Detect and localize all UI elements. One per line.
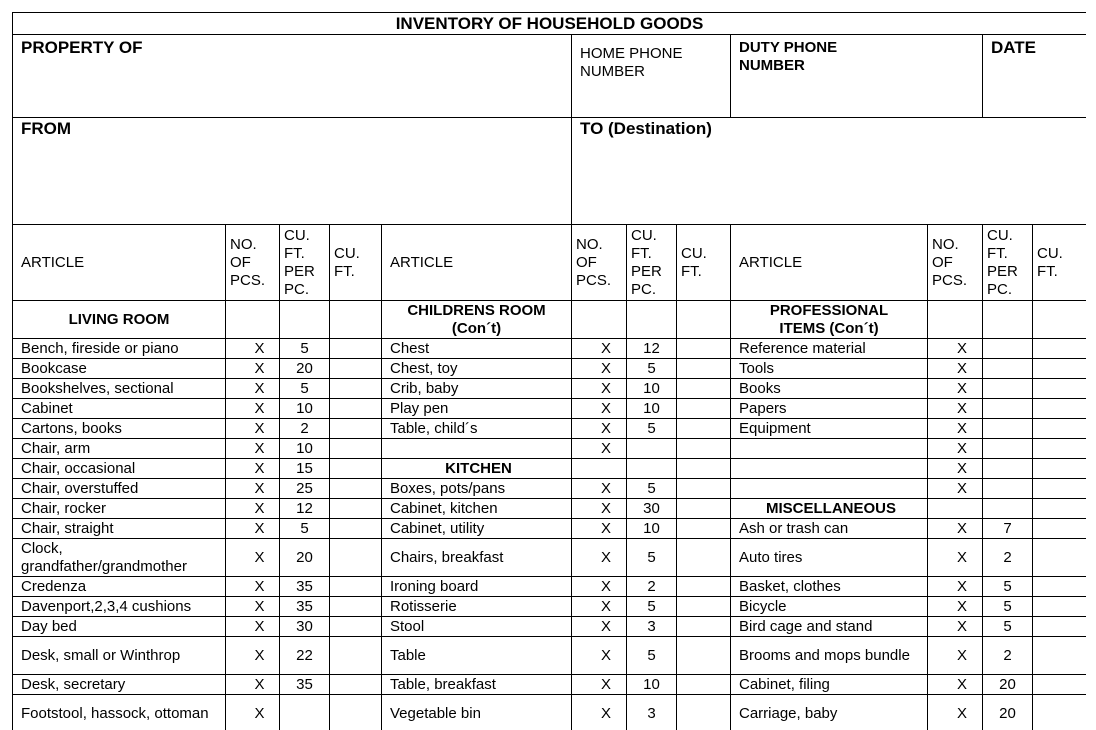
home-phone-label-2: NUMBER <box>580 63 646 80</box>
cu-ft-per-pc-cell: 35 <box>280 577 330 597</box>
table-row <box>13 479 1087 499</box>
cu-ft-cell[interactable] <box>1033 539 1087 577</box>
column-header-cu-ft-line: CU. <box>681 244 707 262</box>
cu-ft-cell[interactable] <box>677 637 731 675</box>
cu-ft-cell[interactable] <box>1033 499 1087 519</box>
cu-ft-per-pc-cell: 5 <box>627 359 677 379</box>
cu-ft-per-pc-cell: 22 <box>280 637 330 675</box>
column-header-cu-ft <box>330 225 382 301</box>
article-cell: Davenport,2,3,4 cushions <box>13 597 226 617</box>
article-cell: Rotisserie <box>382 597 572 617</box>
date-field[interactable]: DATE <box>983 35 1087 118</box>
column-header-cu-ft-per-pc-line: FT. <box>284 244 305 262</box>
cu-ft-cell[interactable] <box>330 577 382 597</box>
cu-ft-cell[interactable] <box>330 617 382 637</box>
column-header-no-of-pcs <box>928 225 983 301</box>
column-header-cu-ft-line: FT. <box>1037 262 1058 280</box>
column-header-no-of-pcs-line: OF <box>576 253 597 271</box>
article-cell: Chair, rocker <box>13 499 226 519</box>
column-header-no-of-pcs-line: PCS. <box>932 271 968 289</box>
article-cell: Crib, baby <box>382 379 572 399</box>
cu-ft-cell[interactable] <box>1033 675 1087 695</box>
column-header-cu-ft-per-pc-line: FT. <box>987 244 1008 262</box>
article-cell: Chair, overstuffed <box>13 479 226 499</box>
no-of-pcs-cell[interactable]: X <box>226 695 280 730</box>
cu-ft-per-pc-cell: 5 <box>983 617 1033 637</box>
column-header-cu-ft-per-pc-line: PC. <box>631 280 657 298</box>
cu-ft-cell[interactable] <box>1033 617 1087 637</box>
table-row <box>13 675 1087 695</box>
no-of-pcs-cell[interactable]: X <box>928 597 983 617</box>
column-header-cu-ft-per-pc-line: PC. <box>284 280 310 298</box>
article-cell: Brooms and mops bundle <box>731 637 928 675</box>
no-of-pcs-cell[interactable]: X <box>928 577 983 597</box>
article-cell: Stool <box>382 617 572 637</box>
column-header-cu-ft-per-pc-line: PER <box>631 262 662 280</box>
article-cell: Bird cage and stand <box>731 617 928 637</box>
cu-ft-cell[interactable] <box>677 519 731 539</box>
article-cell <box>731 459 928 479</box>
duty-phone-field[interactable] <box>731 35 983 118</box>
duty-phone-label-2: NUMBER <box>739 57 805 74</box>
article-cell: Auto tires <box>731 539 928 577</box>
cu-ft-cell[interactable] <box>677 597 731 617</box>
cu-ft-cell[interactable] <box>1033 399 1087 419</box>
table-row <box>13 695 1087 730</box>
cu-ft-per-pc-cell: 2 <box>983 637 1033 675</box>
cu-ft-per-pc-cell: 10 <box>280 439 330 459</box>
table-row <box>13 379 1087 399</box>
column-header-cu-ft-line: CU. <box>1037 244 1063 262</box>
empty-cell <box>928 301 983 339</box>
cu-ft-cell[interactable] <box>1033 419 1087 439</box>
no-of-pcs-cell[interactable]: X <box>572 519 627 539</box>
from-field[interactable]: FROM <box>13 118 572 225</box>
property-of-field[interactable]: PROPERTY OF <box>13 35 572 118</box>
no-of-pcs-cell[interactable]: X <box>928 617 983 637</box>
column-header-cu-ft-per-pc <box>280 225 330 301</box>
no-of-pcs-cell[interactable]: X <box>928 637 983 675</box>
article-cell: Table, child´s <box>382 419 572 439</box>
cu-ft-cell[interactable] <box>677 459 731 479</box>
article-cell: Desk, secretary <box>13 675 226 695</box>
article-cell <box>731 439 928 459</box>
table-row <box>13 439 1087 459</box>
cu-ft-cell[interactable] <box>677 539 731 577</box>
cu-ft-per-pc-cell: 10 <box>627 379 677 399</box>
cu-ft-per-pc-cell: 20 <box>280 539 330 577</box>
cu-ft-cell[interactable] <box>677 419 731 439</box>
no-of-pcs-cell[interactable]: X <box>572 539 627 577</box>
article-cell: Boxes, pots/pans <box>382 479 572 499</box>
table-row <box>13 359 1087 379</box>
cu-ft-per-pc-cell: 35 <box>280 675 330 695</box>
column-header-cu-ft-per-pc-line: CU. <box>284 226 310 244</box>
cu-ft-per-pc-cell: 5 <box>627 637 677 675</box>
cu-ft-per-pc-cell <box>627 459 677 479</box>
no-of-pcs-cell[interactable]: X <box>928 419 983 439</box>
article-cell: Ironing board <box>382 577 572 597</box>
cu-ft-cell[interactable] <box>1033 479 1087 499</box>
column-header-cu-ft <box>1033 225 1087 301</box>
article-cell: Bench, fireside or piano <box>13 339 226 359</box>
no-of-pcs-cell[interactable]: X <box>226 597 280 617</box>
empty-cell <box>330 301 382 339</box>
article-cell: Books <box>731 379 928 399</box>
article-cell: Chair, straight <box>13 519 226 539</box>
no-of-pcs-cell[interactable]: X <box>572 695 627 730</box>
cu-ft-per-pc-cell: 5 <box>280 339 330 359</box>
column-header-no-of-pcs-line: NO. <box>932 235 959 253</box>
cu-ft-cell[interactable] <box>677 399 731 419</box>
cu-ft-per-pc-cell: 5 <box>627 539 677 577</box>
empty-cell <box>677 301 731 339</box>
cu-ft-per-pc-cell: 5 <box>627 479 677 499</box>
to-destination-field[interactable]: TO (Destination) <box>572 118 1087 225</box>
no-of-pcs-cell[interactable]: X <box>226 519 280 539</box>
column-header-no-of-pcs-line: PCS. <box>230 271 266 289</box>
home-phone-label: HOME PHONE <box>580 45 683 62</box>
cu-ft-per-pc-cell: 12 <box>627 339 677 359</box>
no-of-pcs-cell[interactable]: X <box>572 379 627 399</box>
no-of-pcs-cell[interactable]: X <box>226 459 280 479</box>
column-header-cu-ft-line: FT. <box>681 262 702 280</box>
cu-ft-cell[interactable] <box>1033 339 1087 359</box>
no-of-pcs-cell[interactable]: X <box>928 479 983 499</box>
cu-ft-per-pc-cell <box>983 479 1033 499</box>
cu-ft-per-pc-cell: 10 <box>627 519 677 539</box>
cu-ft-per-pc-cell <box>983 439 1033 459</box>
cu-ft-cell[interactable] <box>330 519 382 539</box>
cu-ft-per-pc-cell: 5 <box>627 597 677 617</box>
empty-cell <box>572 301 627 339</box>
no-of-pcs-cell[interactable]: X <box>226 479 280 499</box>
no-of-pcs-cell[interactable]: X <box>226 419 280 439</box>
no-of-pcs-cell[interactable]: X <box>226 379 280 399</box>
cu-ft-per-pc-cell: 20 <box>983 675 1033 695</box>
column-header-cu-ft-per-pc-line: FT. <box>631 244 652 262</box>
table-row <box>13 459 1087 479</box>
no-of-pcs-cell[interactable]: X <box>226 637 280 675</box>
section-professional-items <box>731 301 928 339</box>
cu-ft-per-pc-cell: 30 <box>280 617 330 637</box>
column-header-no-of-pcs-line: NO. <box>576 235 603 253</box>
no-of-pcs-cell[interactable]: X <box>226 539 280 577</box>
section-childrens-room-cont: (Con´t) <box>451 319 502 337</box>
column-header-cu-ft-per-pc-line: PER <box>284 262 315 280</box>
column-header-cu-ft-per-pc-line: PER <box>987 262 1018 280</box>
section-heading: KITCHEN <box>382 459 572 479</box>
no-of-pcs-cell[interactable]: X <box>928 379 983 399</box>
form-title: INVENTORY OF HOUSEHOLD GOODS <box>13 13 1087 35</box>
no-of-pcs-cell[interactable]: X <box>226 339 280 359</box>
cu-ft-cell[interactable] <box>677 439 731 459</box>
cu-ft-cell[interactable] <box>1033 439 1087 459</box>
no-of-pcs-cell[interactable]: X <box>226 359 280 379</box>
article-cell: Clock, grandfather/grandmother <box>13 539 226 577</box>
cu-ft-per-pc-cell <box>983 499 1033 519</box>
section-heading: MISCELLANEOUS <box>731 499 928 519</box>
article-cell: Chair, occasional <box>13 459 226 479</box>
cu-ft-cell[interactable] <box>677 617 731 637</box>
no-of-pcs-cell[interactable]: X <box>572 359 627 379</box>
article-cell: Cabinet, kitchen <box>382 499 572 519</box>
cu-ft-per-pc-cell: 7 <box>983 519 1033 539</box>
cu-ft-cell[interactable] <box>1033 577 1087 597</box>
no-of-pcs-cell[interactable]: X <box>226 577 280 597</box>
article-cell: Cabinet, filing <box>731 675 928 695</box>
inventory-table <box>12 12 1086 730</box>
article-cell: Chair, arm <box>13 439 226 459</box>
cu-ft-per-pc-cell: 35 <box>280 597 330 617</box>
no-of-pcs-cell[interactable]: X <box>226 499 280 519</box>
table-row <box>13 339 1087 359</box>
cu-ft-cell[interactable] <box>330 439 382 459</box>
article-cell: Chest, toy <box>382 359 572 379</box>
article-cell: Footstool, hassock, ottoman <box>13 695 226 730</box>
article-cell: Credenza <box>13 577 226 597</box>
cu-ft-per-pc-cell: 25 <box>280 479 330 499</box>
no-of-pcs-cell[interactable]: X <box>928 675 983 695</box>
cu-ft-per-pc-cell: 2 <box>280 419 330 439</box>
cu-ft-cell[interactable] <box>1033 519 1087 539</box>
article-cell: Chairs, breakfast <box>382 539 572 577</box>
column-header-cu-ft-per-pc-line: CU. <box>987 226 1013 244</box>
article-cell: Day bed <box>13 617 226 637</box>
no-of-pcs-cell[interactable]: X <box>572 577 627 597</box>
cu-ft-per-pc-cell: 10 <box>280 399 330 419</box>
empty-cell <box>983 301 1033 339</box>
column-header-no-of-pcs-line: NO. <box>230 235 257 253</box>
cu-ft-per-pc-cell: 12 <box>280 499 330 519</box>
no-of-pcs-cell[interactable]: X <box>928 439 983 459</box>
no-of-pcs-cell[interactable]: X <box>928 359 983 379</box>
cu-ft-per-pc-cell: 2 <box>983 539 1033 577</box>
no-of-pcs-cell[interactable]: X <box>572 617 627 637</box>
cu-ft-per-pc-cell <box>983 459 1033 479</box>
cu-ft-cell[interactable] <box>330 695 382 730</box>
cu-ft-cell[interactable] <box>677 479 731 499</box>
article-cell: Vegetable bin <box>382 695 572 730</box>
article-cell: Bicycle <box>731 597 928 617</box>
table-row <box>13 399 1087 419</box>
cu-ft-cell[interactable] <box>677 339 731 359</box>
article-cell: Play pen <box>382 399 572 419</box>
column-header-no-of-pcs-line: OF <box>230 253 251 271</box>
no-of-pcs-cell[interactable] <box>572 459 627 479</box>
cu-ft-cell[interactable] <box>330 399 382 419</box>
article-cell: Equipment <box>731 419 928 439</box>
no-of-pcs-cell[interactable]: X <box>928 539 983 577</box>
no-of-pcs-cell[interactable]: X <box>572 637 627 675</box>
article-cell: Table, breakfast <box>382 675 572 695</box>
article-cell <box>382 439 572 459</box>
cu-ft-per-pc-cell <box>280 695 330 730</box>
article-cell: Cartons, books <box>13 419 226 439</box>
empty-cell <box>627 301 677 339</box>
no-of-pcs-cell[interactable]: X <box>226 617 280 637</box>
cu-ft-per-pc-cell: 30 <box>627 499 677 519</box>
cu-ft-cell[interactable] <box>677 379 731 399</box>
duty-phone-label: DUTY PHONE <box>739 39 838 56</box>
cu-ft-per-pc-cell: 2 <box>627 577 677 597</box>
cu-ft-cell[interactable] <box>330 539 382 577</box>
empty-cell <box>1033 301 1087 339</box>
cu-ft-cell[interactable] <box>1033 597 1087 617</box>
cu-ft-cell[interactable] <box>677 499 731 519</box>
cu-ft-per-pc-cell: 5 <box>280 519 330 539</box>
table-row <box>13 597 1087 617</box>
cu-ft-per-pc-cell: 5 <box>983 597 1033 617</box>
article-cell: Bookshelves, sectional <box>13 379 226 399</box>
cu-ft-cell[interactable] <box>330 419 382 439</box>
article-cell: Chest <box>382 339 572 359</box>
no-of-pcs-cell[interactable]: X <box>928 695 983 730</box>
home-phone-field[interactable] <box>572 35 731 118</box>
cu-ft-per-pc-cell: 5 <box>627 419 677 439</box>
article-cell: Papers <box>731 399 928 419</box>
no-of-pcs-cell[interactable]: X <box>928 459 983 479</box>
inventory-form <box>12 12 1086 730</box>
cu-ft-cell[interactable] <box>330 479 382 499</box>
column-header-cu-ft-per-pc-line: CU. <box>631 226 657 244</box>
cu-ft-per-pc-cell <box>983 359 1033 379</box>
cu-ft-cell[interactable] <box>677 359 731 379</box>
no-of-pcs-cell[interactable]: X <box>572 419 627 439</box>
cu-ft-cell[interactable] <box>330 637 382 675</box>
cu-ft-per-pc-cell <box>983 419 1033 439</box>
no-of-pcs-cell[interactable]: X <box>226 439 280 459</box>
no-of-pcs-cell[interactable]: X <box>572 499 627 519</box>
no-of-pcs-cell[interactable]: X <box>572 675 627 695</box>
cu-ft-per-pc-cell: 10 <box>627 675 677 695</box>
table-row <box>13 617 1087 637</box>
no-of-pcs-cell[interactable] <box>928 499 983 519</box>
article-cell: Table <box>382 637 572 675</box>
column-header-cu-ft-line: FT. <box>334 262 355 280</box>
section-childrens-room-label: CHILDRENS ROOM <box>407 301 546 319</box>
column-header-article: ARTICLE <box>13 225 226 301</box>
table-row <box>13 539 1087 577</box>
no-of-pcs-cell[interactable]: X <box>226 399 280 419</box>
cu-ft-cell[interactable] <box>330 499 382 519</box>
table-row <box>13 519 1087 539</box>
cu-ft-per-pc-cell: 3 <box>627 695 677 730</box>
column-header-cu-ft-per-pc <box>627 225 677 301</box>
table-row <box>13 637 1087 675</box>
empty-cell <box>226 301 280 339</box>
column-header-cu-ft <box>677 225 731 301</box>
article-cell: Basket, clothes <box>731 577 928 597</box>
article-cell <box>731 479 928 499</box>
no-of-pcs-cell[interactable]: X <box>572 479 627 499</box>
article-cell: Cabinet, utility <box>382 519 572 539</box>
section-professional-cont: ITEMS (Con´t) <box>779 319 879 337</box>
cu-ft-per-pc-cell <box>983 399 1033 419</box>
article-cell: Reference material <box>731 339 928 359</box>
table-row <box>13 577 1087 597</box>
column-header-cu-ft-line: CU. <box>334 244 360 262</box>
article-cell: Tools <box>731 359 928 379</box>
cu-ft-per-pc-cell: 20 <box>280 359 330 379</box>
no-of-pcs-cell[interactable]: X <box>572 399 627 419</box>
cu-ft-per-pc-cell: 3 <box>627 617 677 637</box>
cu-ft-per-pc-cell <box>983 379 1033 399</box>
section-living-room: LIVING ROOM <box>13 301 226 339</box>
section-childrens-room <box>382 301 572 339</box>
cu-ft-cell[interactable] <box>1033 637 1087 675</box>
empty-cell <box>280 301 330 339</box>
cu-ft-cell[interactable] <box>330 339 382 359</box>
article-cell: Bookcase <box>13 359 226 379</box>
table-row <box>13 419 1087 439</box>
column-header-no-of-pcs-line: OF <box>932 253 953 271</box>
cu-ft-per-pc-cell: 15 <box>280 459 330 479</box>
column-header-article: ARTICLE <box>382 225 572 301</box>
article-cell: Carriage, baby <box>731 695 928 730</box>
article-cell: Ash or trash can <box>731 519 928 539</box>
no-of-pcs-cell[interactable]: X <box>572 597 627 617</box>
column-header-cu-ft-per-pc <box>983 225 1033 301</box>
cu-ft-per-pc-cell: 10 <box>627 399 677 419</box>
table-row <box>13 499 1087 519</box>
cu-ft-cell[interactable] <box>330 379 382 399</box>
cu-ft-cell[interactable] <box>1033 379 1087 399</box>
cu-ft-cell[interactable] <box>1033 695 1087 730</box>
column-header-no-of-pcs <box>226 225 280 301</box>
no-of-pcs-cell[interactable]: X <box>928 519 983 539</box>
no-of-pcs-cell[interactable]: X <box>572 339 627 359</box>
column-header-no-of-pcs <box>572 225 627 301</box>
cu-ft-per-pc-cell: 20 <box>983 695 1033 730</box>
cu-ft-cell[interactable] <box>677 675 731 695</box>
cu-ft-cell[interactable] <box>677 577 731 597</box>
article-cell: Desk, small or Winthrop <box>13 637 226 675</box>
column-header-article: ARTICLE <box>731 225 928 301</box>
cu-ft-per-pc-cell <box>627 439 677 459</box>
no-of-pcs-cell[interactable]: X <box>928 399 983 419</box>
cu-ft-per-pc-cell: 5 <box>983 577 1033 597</box>
cu-ft-cell[interactable] <box>1033 459 1087 479</box>
cu-ft-cell[interactable] <box>330 675 382 695</box>
no-of-pcs-cell[interactable]: X <box>928 339 983 359</box>
cu-ft-cell[interactable] <box>330 597 382 617</box>
article-cell: Cabinet <box>13 399 226 419</box>
cu-ft-cell[interactable] <box>677 695 731 730</box>
cu-ft-per-pc-cell <box>983 339 1033 359</box>
cu-ft-per-pc-cell: 5 <box>280 379 330 399</box>
no-of-pcs-cell[interactable]: X <box>572 439 627 459</box>
column-header-cu-ft-per-pc-line: PC. <box>987 280 1013 298</box>
section-professional-label: PROFESSIONAL <box>769 301 889 319</box>
cu-ft-cell[interactable] <box>1033 359 1087 379</box>
column-header-no-of-pcs-line: PCS. <box>576 271 612 289</box>
no-of-pcs-cell[interactable]: X <box>226 675 280 695</box>
cu-ft-cell[interactable] <box>330 359 382 379</box>
cu-ft-cell[interactable] <box>330 459 382 479</box>
